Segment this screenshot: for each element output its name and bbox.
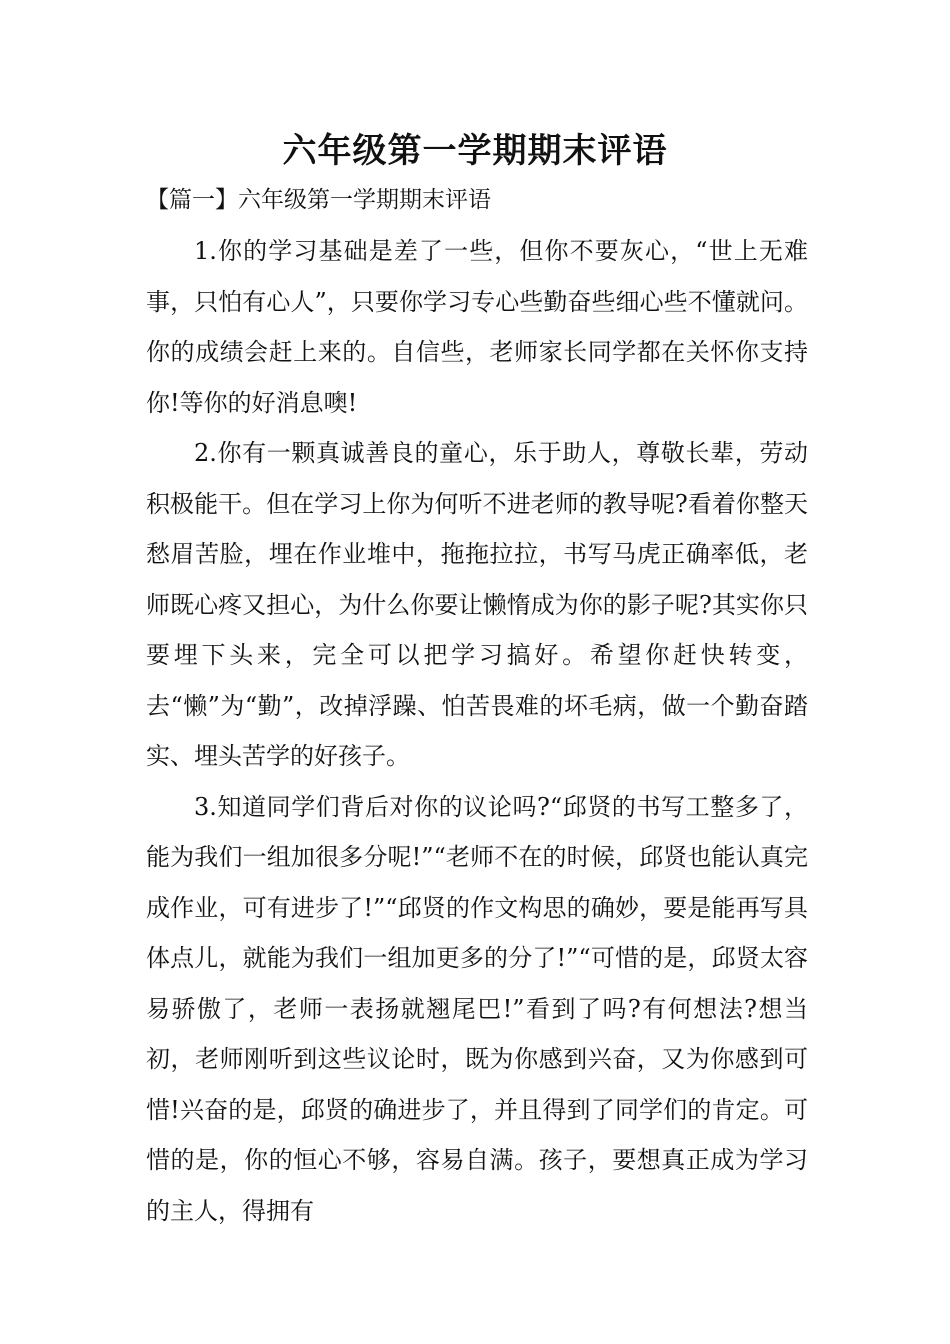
comment-paragraph-1: 1.你的学习基础是差了一些，但你不要灰心，“世上无难事，只怕有心人”，只要你学习专心些勤奋些细心些不懂就问。你的成绩会赶上来的。自信些，老师家长同学都在关怀你支持你!等你的好消息噢! bbox=[146, 237, 808, 417]
comment-paragraph-2: 2.你有一颗真诚善良的童心，乐于助人，尊敬长辈，劳动积极能干。但在学习上你为何听不进老师的教导呢?看着你整天愁眉苦脸，埋在作业堆中，拖拖拉拉，书写马虎正确率低，老师既心疼又担心，为什么你要让懒惰成为你的影子呢?其实你只要埋下头来，完全可以把学习搞好。希望你赶快转变，去“懒”为“勤”，改掉浮躁、怕苦畏难的坏毛病，做一个勤奋踏实、埋头苦学的好孩子。 bbox=[146, 439, 808, 770]
comment-paragraph-3: 3.知道同学们背后对你的议论吗?“邱贤的书写工整多了，能为我们一组加很多分呢!”“老师不在的时候，邱贤也能认真完成作业，可有进步了!”“邱贤的作文构思的确妙，要是能再写具体点儿，就能为我们一组加更多的分了!”“可惜的是，邱贤太容易骄傲了，老师一表扬就翘尾巴!”看到了吗?有何想法?想当初，老师刚听到这些议论时，既为你感到兴奋，又为你感到可惜!兴奋的是，邱贤的确进步了，并且得到了同学们的肯定。可惜的是，你的恒心不够，容易自满。孩子，要想真正成为学习的主人，得拥有 bbox=[146, 792, 808, 1225]
document-body bbox=[146, 226, 808, 1236]
document-title: 六年级第一学期期末评语 bbox=[282, 131, 668, 171]
section-heading: 【篇一】六年级第一学期期末评语 bbox=[146, 187, 491, 213]
